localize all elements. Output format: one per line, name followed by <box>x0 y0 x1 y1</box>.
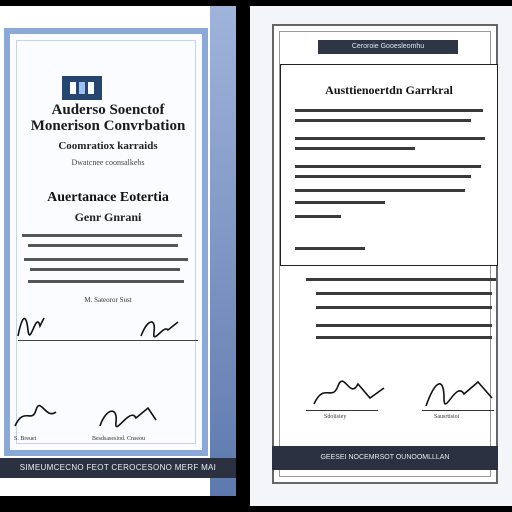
left-bottom-signature <box>96 400 166 434</box>
right-signature-caption-right: Sausrtisioi <box>434 414 460 420</box>
right-certificate <box>250 6 512 506</box>
left-text-line <box>30 268 180 271</box>
right-footer-band: GEESEI NOCEMRSOT OUNOOMLLLAN <box>272 446 498 470</box>
right-text-line <box>295 175 471 178</box>
left-heading2: Genr Gnrani <box>74 210 142 224</box>
left-subtitle: Coomratiox karraids <box>58 140 158 152</box>
left-heading: Auertanace Eotertia <box>47 190 169 205</box>
right-text-line <box>316 336 492 339</box>
left-title-line2: Monerison Convrbation <box>30 118 186 134</box>
left-signature-mark <box>14 306 54 342</box>
right-signature-left <box>310 374 390 414</box>
right-text-line <box>295 247 365 250</box>
left-certificate <box>0 6 236 496</box>
left-text-line <box>28 280 184 283</box>
left-certificate-frame <box>4 28 208 456</box>
left-footer-band: SIMEUMCECNO FEOT CEROCESONO MERF MAI <box>0 458 236 478</box>
right-top-label: Ceroroie Gooesleomhu <box>318 40 458 54</box>
right-text-line <box>316 306 492 309</box>
right-signature-caption-left: Sdoiisiey <box>324 414 347 420</box>
right-signature-line <box>422 410 494 411</box>
right-text-line <box>295 215 341 218</box>
right-text-line <box>295 147 415 150</box>
left-subtitle-small: Dwatcnee coonsalkebs <box>71 158 145 167</box>
right-text-line <box>295 165 481 168</box>
right-signature-right <box>422 372 502 414</box>
left-inner-border <box>16 40 196 444</box>
left-text-line <box>22 234 182 237</box>
left-signature-line <box>18 340 198 341</box>
left-text-line <box>28 244 178 247</box>
right-text-line <box>306 278 496 281</box>
left-side-strip <box>210 6 236 496</box>
left-text-line <box>24 258 188 261</box>
left-bottom-signature <box>12 398 60 432</box>
right-signature-line <box>306 410 378 411</box>
institution-seal-icon <box>62 76 102 100</box>
right-signature-caption: Besdsasesiod. Cnseou <box>92 436 145 442</box>
right-text-line <box>316 292 492 295</box>
right-text-line <box>295 189 465 192</box>
right-text-line <box>295 119 471 122</box>
right-text-line <box>295 201 385 204</box>
right-content-box <box>280 64 498 266</box>
left-title-line1: Auderso Soenctof <box>51 102 165 118</box>
right-text-line <box>295 109 483 112</box>
left-signature-mark <box>138 314 182 342</box>
right-text-line <box>295 137 485 140</box>
right-text-line <box>316 324 492 327</box>
right-title: Austtienoertdn Garrkral <box>325 83 453 97</box>
left-signature-caption: S. Breuet <box>14 436 37 442</box>
left-date-line: M. Sateoror Sust <box>84 296 132 304</box>
